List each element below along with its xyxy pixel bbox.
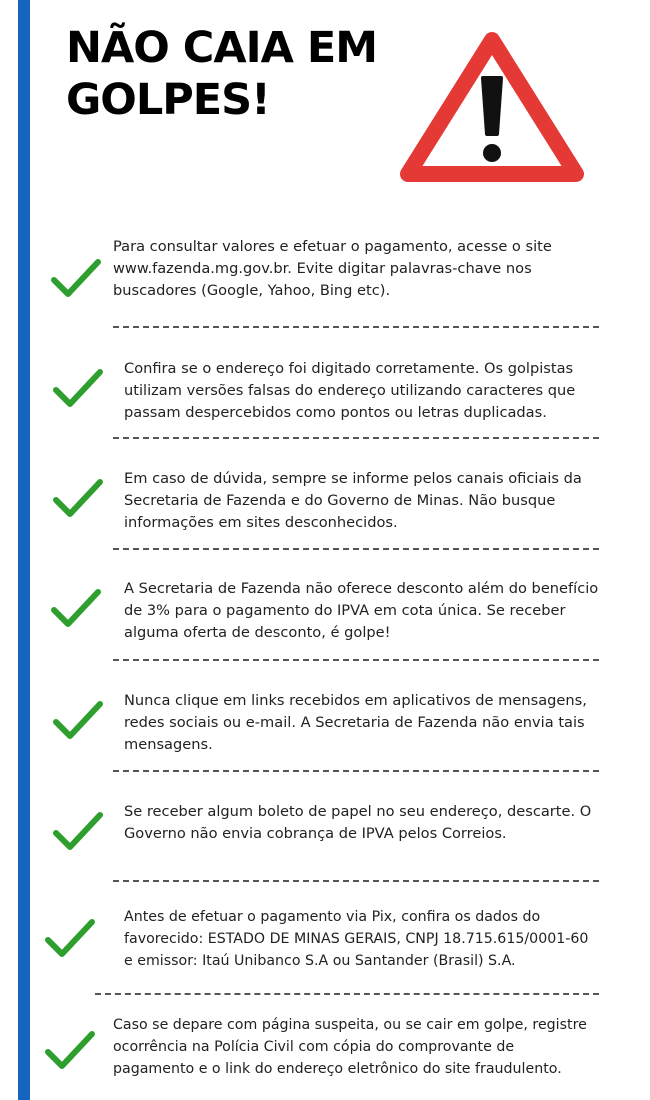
tip-text: [124, 690, 587, 756]
divider: [113, 326, 599, 328]
tip-text: [113, 236, 552, 302]
tip-line: redes sociais ou e-mail. A Secretaria de Fazenda não envia tais: [124, 714, 585, 731]
tip-line: buscadores (Google, Yahoo, Bing etc).: [113, 282, 391, 299]
tip-line: ocorrência na Polícia Civil com cópia do comprovante de: [113, 1039, 515, 1055]
tip-line: Governo não envia cobrança de IPVA pelos Correios.: [124, 825, 507, 842]
page-title: [66, 22, 377, 126]
tip-line: Secretaria de Fazenda e do Governo de Minas. Não busque: [124, 492, 556, 509]
checkmark-icon: [44, 1028, 96, 1072]
tip-line: pagamento e o link do endereço eletrônico do site fraudulento.: [113, 1061, 562, 1077]
tip-line: favorecido: ESTADO DE MINAS GERAIS, CNPJ 18.715.615/0001-60: [124, 931, 589, 947]
tip-line: Se receber algum boleto de papel no seu endereço, descarte. O: [124, 803, 592, 820]
tip-text: [124, 906, 588, 972]
divider: [95, 993, 599, 995]
title-line-2: GOLPES!: [66, 75, 270, 125]
tip-line: informações em sites desconhecidos.: [124, 514, 398, 531]
tip-line: A Secretaria de Fazenda não oferece desconto além do benefício: [124, 580, 599, 597]
checkmark-icon: [52, 809, 104, 853]
tip-line: www.fazenda.mg.gov.br. Evite digitar palavras-chave nos: [113, 260, 532, 277]
divider: [113, 548, 599, 550]
tip-line: Confira se o endereço foi digitado corretamente. Os golpistas: [124, 360, 574, 377]
left-accent-bar: [18, 0, 30, 1100]
warning-triangle-icon: [396, 26, 588, 186]
tip-text: [124, 801, 591, 845]
tip-text: [124, 468, 582, 534]
checkmark-icon: [52, 698, 104, 742]
checkmark-icon: [44, 916, 96, 960]
tip-line: e emissor: Itaú Unibanco S.A ou Santander (Brasil) S.A.: [124, 953, 516, 969]
checkmark-icon: [52, 476, 104, 520]
tip-line: Antes de efetuar o pagamento via Pix, confira os dados do: [124, 909, 541, 925]
tip-line: passam despercebidos como pontos ou letras duplicadas.: [124, 404, 547, 421]
tip-line: Para consultar valores e efetuar o pagamento, acesse o site: [113, 238, 552, 255]
title-line-1: NÃO CAIA EM: [66, 23, 378, 73]
divider: [113, 659, 599, 661]
checkmark-icon: [50, 256, 102, 300]
tip-line: Em caso de dúvida, sempre se informe pelos canais oficiais da: [124, 470, 582, 487]
checkmark-icon: [50, 586, 102, 630]
divider: [113, 770, 599, 772]
tip-line: alguma oferta de desconto, é golpe!: [124, 624, 391, 641]
divider: [113, 437, 599, 439]
tip-line: de 3% para o pagamento do IPVA em cota única. Se receber: [124, 602, 566, 619]
tip-line: Nunca clique em links recebidos em aplicativos de mensagens,: [124, 692, 587, 709]
tip-line: Caso se depare com página suspeita, ou se cair em golpe, registre: [113, 1017, 587, 1033]
checkmark-icon: [52, 366, 104, 410]
tip-line: utilizam versões falsas do endereço utilizando caracteres que: [124, 382, 576, 399]
tip-text: [124, 358, 575, 424]
divider: [113, 880, 599, 882]
tip-text: [124, 578, 598, 644]
tip-line: mensagens.: [124, 736, 213, 753]
tip-text: [113, 1014, 587, 1080]
